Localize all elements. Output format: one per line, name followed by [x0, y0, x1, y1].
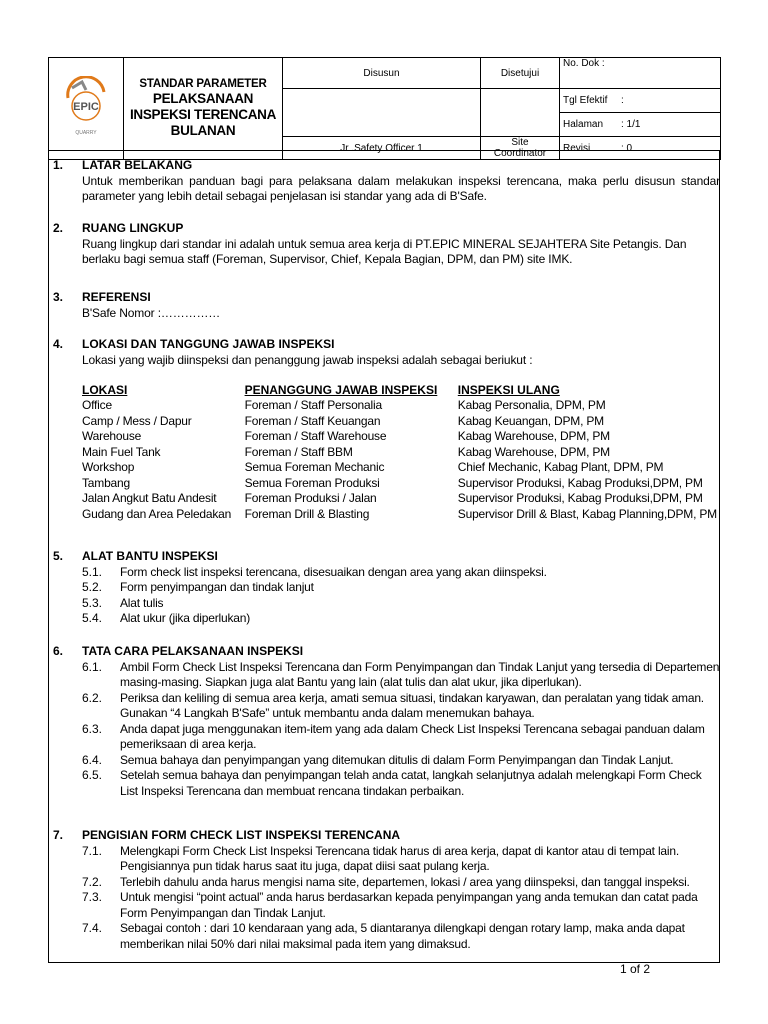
section-text: Untuk memberikan panduan bagi para pelaksana dalam melakukan inspeksi terencana, maka perlu disusun standar parameter yang lebih detail sebagai penjelasan isi standar yang ada di B'Safe.	[82, 173, 720, 203]
list-item-text: Semua bahaya dan penyimpangan yang ditemukan ditulis di dalam Form Penyimpangan dan Tindak Lanjut.	[120, 752, 674, 767]
list-item	[48, 596, 720, 612]
list-item-text: Ambil Form Check List Inspeksi Terencana dan Form Penyimpangan dan Tindak Lanjut yang tersedia di Departemen masing-masing. Siapkan juga alat Bantu yang lain (alat tulis dan alat ukur, jika diperlukan).	[120, 659, 720, 689]
table-cell: Supervisor Produksi, Kabag Produksi,DPM, PM	[457, 475, 703, 490]
title-line-2: INSPEKSI TERENCANA	[129, 107, 277, 122]
table-cell: Semua Foreman Produksi	[244, 475, 380, 490]
svg-text:EPIC: EPIC	[73, 101, 99, 113]
list-item-text: Periksa dan keliling di semua area kerja, amati semua situasi, tindakan karyawan, dan peralatan yang tidak aman. Gunakan “4 Langkah B'Safe” untuk membantu anda dalam menemukan bahaya.	[120, 690, 704, 720]
table-row	[79, 460, 720, 476]
title-line-1: PELAKSANAAN	[152, 91, 254, 106]
table-row	[79, 476, 720, 492]
section-ruang-lingkup: 2. RUANG LINGKUP Ruang lingkup dari standar ini adalah untuk semua area kerja di PT.EPIC MINERAL SEJAHTERA Site Petangis. Dan berlaku bagi semua staff (Foreman, Supervisor, Chief, Kepala Bagian, DPM, dan PM) site IMK.	[48, 221, 720, 268]
col-lokasi: LOKASI	[82, 383, 128, 397]
table-row	[79, 414, 720, 430]
list-item	[48, 580, 720, 596]
lokasi-table	[79, 382, 720, 522]
doc-type: STANDAR PARAMETER	[139, 78, 267, 90]
header-table	[48, 57, 721, 160]
document-header	[48, 57, 720, 160]
disetujui-by: Site Coordinator	[481, 137, 560, 160]
table-row	[79, 445, 720, 461]
list-item-text: Alat tulis	[120, 595, 164, 610]
list-item-number: 7.2.	[82, 874, 103, 889]
list-item-text: Alat ukur (jika diperlukan)	[120, 611, 250, 625]
page-number: 1 of 2	[620, 962, 651, 976]
disetujui-label: Disetujui	[481, 58, 560, 89]
table-row	[79, 507, 720, 523]
table-cell: Supervisor Produksi, Kabag Produksi,DPM, PM	[457, 491, 703, 505]
section-title: TATA CARA PELAKSANAAN INSPEKSI	[82, 644, 304, 658]
list-item-text: Anda dapat juga menggunakan item-item yang ada dalam Check List Inspeksi Terencana sebagai panduan dalam pemeriksaan di area kerja.	[120, 721, 705, 751]
table-cell: Kabag Personalia, DPM, PM	[457, 398, 606, 412]
table-cell: Gudang dan Area Peledakan	[82, 506, 232, 521]
no-dok: No. Dok :	[560, 58, 721, 89]
list-item-number: 5.1.	[82, 564, 103, 579]
table-cell: Kabag Warehouse, DPM, PM	[457, 444, 610, 459]
tgl-efektif-row: Tgl Efektif :	[560, 89, 721, 113]
table-cell: Foreman / Staff Personalia	[244, 398, 382, 412]
list-item	[48, 753, 720, 769]
section-text: Lokasi yang wajib diinspeksi dan penanggung jawab inspeksi adalah sebagai beriukut :	[82, 352, 533, 367]
section-alat-bantu: 5. ALAT BANTU INSPEKSI 5.1. Form check list inspeksi terencana, disesuaikan dengan area yang akan diinspeksi. 5.2. Form penyimpangan dan tindak lanjut 5.3. Alat tulis 5.4. Alat ukur (jika diperlukan)	[48, 549, 720, 627]
table-row	[79, 398, 720, 414]
table-cell: Kabag Warehouse, DPM, PM	[457, 429, 610, 443]
list-item-number: 5.2.	[82, 580, 103, 594]
list-item-number: 5.4.	[82, 611, 103, 625]
table-cell: Foreman / Staff Keuangan	[244, 413, 381, 428]
table-cell: Foreman / Staff BBM	[244, 444, 353, 459]
list-item-number: 6.4.	[82, 752, 103, 767]
section-title: LOKASI DAN TANGGUNG JAWAB INSPEKSI	[82, 337, 335, 351]
list-item-text: Form penyimpangan dan tindak lanjut	[120, 580, 314, 594]
list-item-number: 6.2.	[82, 690, 103, 705]
section-tata-cara: 6. TATA CARA PELAKSANAAN INSPEKSI 6.1. Ambil Form Check List Inspeksi Terencana dan Form Penyimpangan dan Tindak Lanjut yang tersedia di Departemen masing-masing. Siapkan juga alat Bantu yang lain (alat tulis dan alat ukur, jika diperlukan). 6.2. Periksa dan keliling di semua area kerja, amati semua situasi, tindakan karyawan, dan peralatan yang tidak aman. Gunakan “4 Langkah B'Safe” untuk membantu anda dalam menemukan bahaya. 6.3. Anda dapat juga menggunakan item-item yang ada dalam Check List Inspeksi Terencana sebagai panduan dalam pemeriksaan di area kerja. 6.4. Semua bahaya dan penyimpangan yang ditemukan ditulis di dalam Form Penyimpangan dan Tindak Lanjut. 6.5. Setelah semua bahaya dan penyimpangan telah anda catat, langkah selanjutnya adalah melengkapi Form Check List Inspeksi Terencana dan membuat rencana tindakan perbaikan.	[48, 644, 720, 799]
list-item	[48, 890, 720, 921]
document-body	[48, 150, 720, 951]
halaman-row: Halaman : 1/1	[560, 113, 721, 137]
list-item	[48, 875, 720, 891]
disetujui-signature	[481, 89, 560, 137]
list-item-number: 5.3.	[82, 595, 103, 610]
table-cell: Foreman / Staff Warehouse	[244, 429, 387, 443]
disusun-label: Disusun	[283, 58, 481, 89]
list-item	[48, 844, 720, 875]
list-item	[48, 565, 720, 581]
list-item-text: Sebagai contoh : dari 10 kendaraan yang ada, 5 diantaranya dilengkapi dengan rotary lamp, maka anda dapat memberikan nilai 50% dari nilai maksimal pada item yang dimaksud.	[120, 921, 685, 951]
table-cell: Supervisor Drill & Blast, Kabag Planning,DPM, PM	[457, 506, 717, 521]
list-item-text: Form check list inspeksi terencana, disesuaikan dengan area yang akan diinspeksi.	[120, 564, 547, 579]
col-inspeksi-ulang: INSPEKSI ULANG	[457, 383, 560, 397]
list-item-number: 6.1.	[82, 659, 103, 674]
list-item-text: Melengkapi Form Check List Inspeksi Terencana tidak harus di area kerja, dapat di kantor atau di tempat lain. Pengisiannya pun tidak harus saat itu juga, dapat diisi saat pulang kerja.	[120, 843, 679, 873]
list-item-number: 7.3.	[82, 890, 103, 904]
epic-logo-icon	[60, 76, 112, 138]
company-logo-cell	[49, 58, 124, 160]
col-penanggung-jawab: PENANGGUNG JAWAB INSPEKSI	[244, 383, 438, 397]
title-line-3: BULANAN	[170, 123, 236, 138]
revisi-row: Revisi : 0	[560, 137, 721, 160]
list-item-number: 6.5.	[82, 768, 103, 782]
list-item	[48, 691, 720, 722]
list-item-text: Untuk mengisi “point actual” anda harus berdasarkan kepada penyimpangan yang anda temukan dan catat pada Form Penyimpangan dan Tindak Lanjut.	[120, 890, 698, 920]
table-cell: Camp / Mess / Dapur	[82, 413, 192, 428]
list-item-number: 7.1.	[82, 843, 103, 858]
section-lokasi: 4. LOKASI DAN TANGGUNG JAWAB INSPEKSI Lokasi yang wajib diinspeksi dan penanggung jawab inspeksi adalah sebagai beriukut : LOKASI PENANGGUNG JAWAB INSPEKSI INSPEKSI ULANG Office Foreman / Staff Personalia Kabag Personalia, DPM, PM Camp / Mess / Dapur Foreman / Staff Keuangan Kabag Keuangan, DPM, PM Warehouse Foreman / Staff Warehouse Kabag Warehouse, DPM, PM Main Fuel Tank Foreman / Staff BBM Kabag Warehouse, DPM, PM Workshop Semua Foreman Mechanic Chief Mechanic, Kabag Plant, DPM, PM Tambang Semua Foreman Produksi Supervisor Produksi, Kabag Produksi,DPM, PM Jalan Angkut Batu Andesit Foreman Produksi / Jalan Supervisor Produksi, Kabag Produksi,DPM, PM Gudang dan Area Peledakan Foreman Drill & Blasting Supervisor Drill & Blast, Kabag Planning,DPM, PM	[48, 337, 720, 522]
table-cell: Kabag Keuangan, DPM, PM	[457, 413, 604, 428]
section-title: REFERENSI	[82, 290, 151, 304]
section-referensi: 3. REFERENSI B'Safe Nomor :……………	[48, 290, 720, 321]
section-title: RUANG LINGKUP	[82, 221, 184, 235]
list-item-number: 7.4.	[82, 921, 103, 935]
table-row	[79, 491, 720, 507]
table-row	[79, 429, 720, 445]
table-cell: Jalan Angkut Batu Andesit	[82, 491, 217, 505]
table-cell: Warehouse	[82, 429, 142, 443]
list-item-text: Setelah semua bahaya dan penyimpangan telah anda catat, langkah selanjutnya adalah melengkapi Form Check List Inspeksi Terencana dan membuat rencana tindakan perbaikan.	[120, 768, 702, 798]
table-cell: Workshop	[82, 460, 135, 474]
table-cell: Foreman Produksi / Jalan	[244, 491, 377, 505]
list-item-number: 6.3.	[82, 721, 103, 736]
disusun-signature	[283, 89, 481, 137]
section-text: B'Safe Nomor :……………	[82, 305, 221, 320]
list-item	[48, 611, 720, 627]
list-item	[48, 722, 720, 753]
section-text: Ruang lingkup dari standar ini adalah untuk semua area kerja di PT.EPIC MINERAL SEJAHTERA Site Petangis. Dan berlaku bagi semua staff (Foreman, Supervisor, Chief, Kepala Bagian, DPM, dan PM) site IMK.	[82, 236, 687, 266]
section-latar-belakang: 1. LATAR BELAKANG Untuk memberikan panduan bagi para pelaksana dalam melakukan inspeksi terencana, maka perlu disusun standar parameter yang lebih detail sebagai penjelasan isi standar yang ada di B'Safe.	[48, 158, 720, 205]
list-item	[48, 921, 720, 952]
disusun-by: Jr .Safety Officer 1	[283, 137, 481, 160]
section-title: LATAR BELAKANG	[82, 158, 193, 172]
table-cell: Foreman Drill & Blasting	[244, 506, 370, 521]
section-title: ALAT BANTU INSPEKSI	[82, 549, 218, 563]
table-cell: Chief Mechanic, Kabag Plant, DPM, PM	[457, 460, 664, 474]
table-cell: Tambang	[82, 475, 130, 490]
table-cell: Semua Foreman Mechanic	[244, 460, 385, 474]
table-cell: Main Fuel Tank	[82, 444, 161, 459]
document-title	[124, 58, 283, 160]
list-item	[48, 660, 720, 691]
table-cell: Office	[82, 398, 112, 412]
section-title: PENGISIAN FORM CHECK LIST INSPEKSI TERENCANA	[82, 828, 401, 842]
list-item	[48, 768, 720, 799]
list-item-text: Terlebih dahulu anda harus mengisi nama site, departemen, lokasi / area yang diinspeksi, dan tanggal inspeksi.	[120, 874, 690, 889]
svg-text:QUARRY: QUARRY	[75, 130, 97, 136]
section-pengisian-form: 7. PENGISIAN FORM CHECK LIST INSPEKSI TERENCANA 7.1. Melengkapi Form Check List Inspeksi Terencana tidak harus di area kerja, dapat di kantor atau di tempat lain. Pengisiannya pun tidak harus saat itu juga, dapat diisi saat pulang kerja. 7.2. Terlebih dahulu anda harus mengisi nama site, departemen, lokasi / area yang diinspeksi, dan tanggal inspeksi. 7.3. Untuk mengisi “point actual” anda harus berdasarkan kepada penyimpangan yang anda temukan dan catat pada Form Penyimpangan dan Tindak Lanjut. 7.4. Sebagai contoh : dari 10 kendaraan yang ada, 5 diantaranya dilengkapi dengan rotary lamp, maka anda dapat memberikan nilai 50% dari nilai maksimal pada item yang dimaksud.	[48, 828, 720, 952]
